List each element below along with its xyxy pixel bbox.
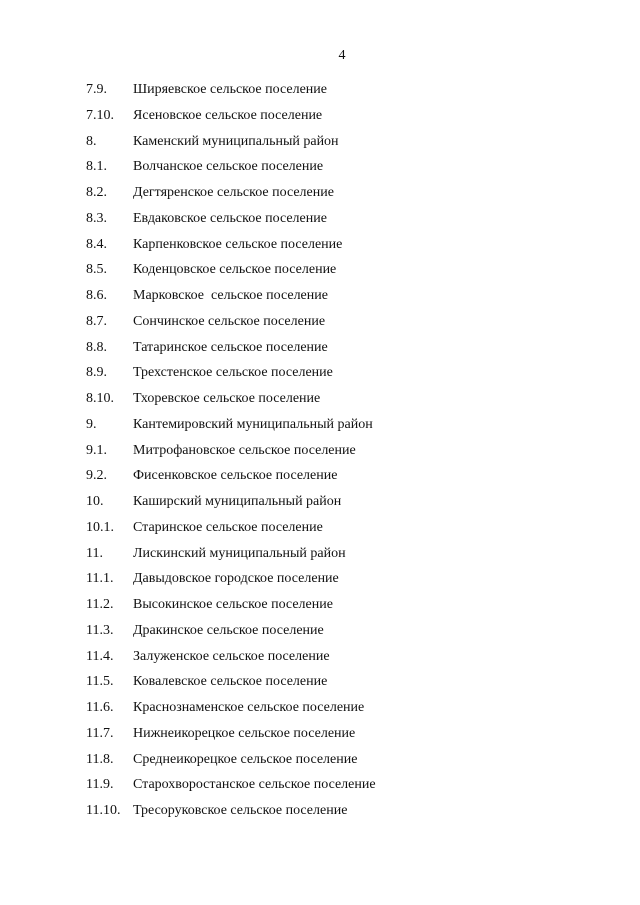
item-name: Тхоревское сельское поселение xyxy=(133,391,321,406)
item-name: Залуженское сельское поселение xyxy=(133,648,330,664)
list-item xyxy=(0,287,640,313)
item-number: 8.1. xyxy=(86,159,107,175)
item-number: 11.6. xyxy=(86,700,114,715)
item-number: 8. xyxy=(86,133,97,149)
item-name: Карпенковское сельское поселение xyxy=(133,236,343,252)
item-number: 11.8. xyxy=(86,751,114,767)
item-number: 11.1. xyxy=(86,571,114,587)
item-name: Митрофановское сельское поселение xyxy=(133,442,356,458)
item-name: Тресоруковское сельское поселение xyxy=(133,803,348,818)
item-name: Лискинский муниципальный район xyxy=(133,545,346,561)
item-number: 8.4. xyxy=(86,236,107,252)
item-name: Трехстенское сельское поселение xyxy=(133,365,333,381)
item-number: 8.5. xyxy=(86,262,107,278)
list-item xyxy=(0,107,640,133)
item-name: Давыдовское городское поселение xyxy=(133,571,339,587)
item-number: 8.3. xyxy=(86,210,107,226)
item-name: Среднеикорецкое сельское поселение xyxy=(133,751,358,767)
list-item xyxy=(0,184,640,210)
item-name: Нижнеикорецкое сельское поселение xyxy=(133,725,356,741)
item-number: 8.2. xyxy=(86,185,107,200)
item-number: 9. xyxy=(86,416,97,432)
item-number: 11.5. xyxy=(86,674,114,690)
list-item xyxy=(0,699,640,725)
list-item xyxy=(0,313,640,339)
item-number: 8.8. xyxy=(86,339,107,355)
list-item xyxy=(0,81,640,107)
list-item xyxy=(0,776,640,802)
item-name: Ясеновское сельское поселение xyxy=(133,107,323,123)
list-item xyxy=(0,570,640,596)
item-number: 8.10. xyxy=(86,391,114,406)
item-name: Каменский муниципальный район xyxy=(133,133,339,149)
list-item xyxy=(0,416,640,442)
item-number: 10.1. xyxy=(86,519,114,535)
item-name: Ковалевское сельское поселение xyxy=(133,674,328,690)
item-number: 7.10. xyxy=(86,107,114,123)
item-name: Высокинское сельское поселение xyxy=(133,597,333,612)
item-name: Коденцовское сельское поселение xyxy=(133,262,337,278)
item-name: Каширский муниципальный район xyxy=(133,494,342,509)
item-number: 11.4. xyxy=(86,648,114,664)
item-number: 9.1. xyxy=(86,442,107,458)
list-item xyxy=(0,648,640,674)
list-item xyxy=(0,339,640,365)
list-item xyxy=(0,673,640,699)
list-item xyxy=(0,442,640,468)
list-item xyxy=(0,158,640,184)
item-name: Сончинское сельское поселение xyxy=(133,313,326,329)
item-number: 7.9. xyxy=(86,82,107,97)
item-number: 9.2. xyxy=(86,468,107,484)
list-item xyxy=(0,545,640,571)
list-item xyxy=(0,622,640,648)
item-name: Дегтяренское сельское поселение xyxy=(133,185,334,200)
list-item xyxy=(0,210,640,236)
item-number: 11.9. xyxy=(86,777,114,793)
list-item xyxy=(0,261,640,287)
list-item xyxy=(0,751,640,777)
item-name: Кантемировский муниципальный район xyxy=(133,416,373,432)
list-item xyxy=(0,467,640,493)
list-item xyxy=(0,802,640,828)
item-name: Волчанское сельское поселение xyxy=(133,159,324,175)
item-number: 8.9. xyxy=(86,365,107,381)
item-name: Ширяевское сельское поселение xyxy=(133,82,327,97)
list-item xyxy=(0,493,640,519)
list-item xyxy=(0,519,640,545)
list-item xyxy=(0,725,640,751)
item-number: 11.2. xyxy=(86,597,114,612)
list-item xyxy=(0,596,640,622)
item-name: Краснознаменское сельское поселение xyxy=(133,700,365,715)
item-number: 11.3. xyxy=(86,622,114,638)
list-item xyxy=(0,390,640,416)
item-number: 11.10. xyxy=(86,803,121,818)
item-number: 8.6. xyxy=(86,288,107,303)
settlement-list xyxy=(0,81,640,828)
item-name: Евдаковское сельское поселение xyxy=(133,210,327,226)
page-number: 4 xyxy=(338,48,346,63)
list-item xyxy=(0,236,640,262)
item-name: Татаринское сельское поселение xyxy=(133,339,328,355)
item-number: 11.7. xyxy=(86,725,114,741)
list-item xyxy=(0,133,640,159)
list-item xyxy=(0,364,640,390)
item-number: 11. xyxy=(86,545,103,561)
item-number: 8.7. xyxy=(86,313,107,329)
item-name: Старохворостанское сельское поселение xyxy=(133,777,376,793)
item-name: Старинское сельское поселение xyxy=(133,519,323,535)
item-name: Марковское сельское поселение xyxy=(133,288,328,303)
item-name: Фисенковское сельское поселение xyxy=(133,468,338,484)
item-name: Дракинское сельское поселение xyxy=(133,622,324,638)
item-number: 10. xyxy=(86,494,104,509)
